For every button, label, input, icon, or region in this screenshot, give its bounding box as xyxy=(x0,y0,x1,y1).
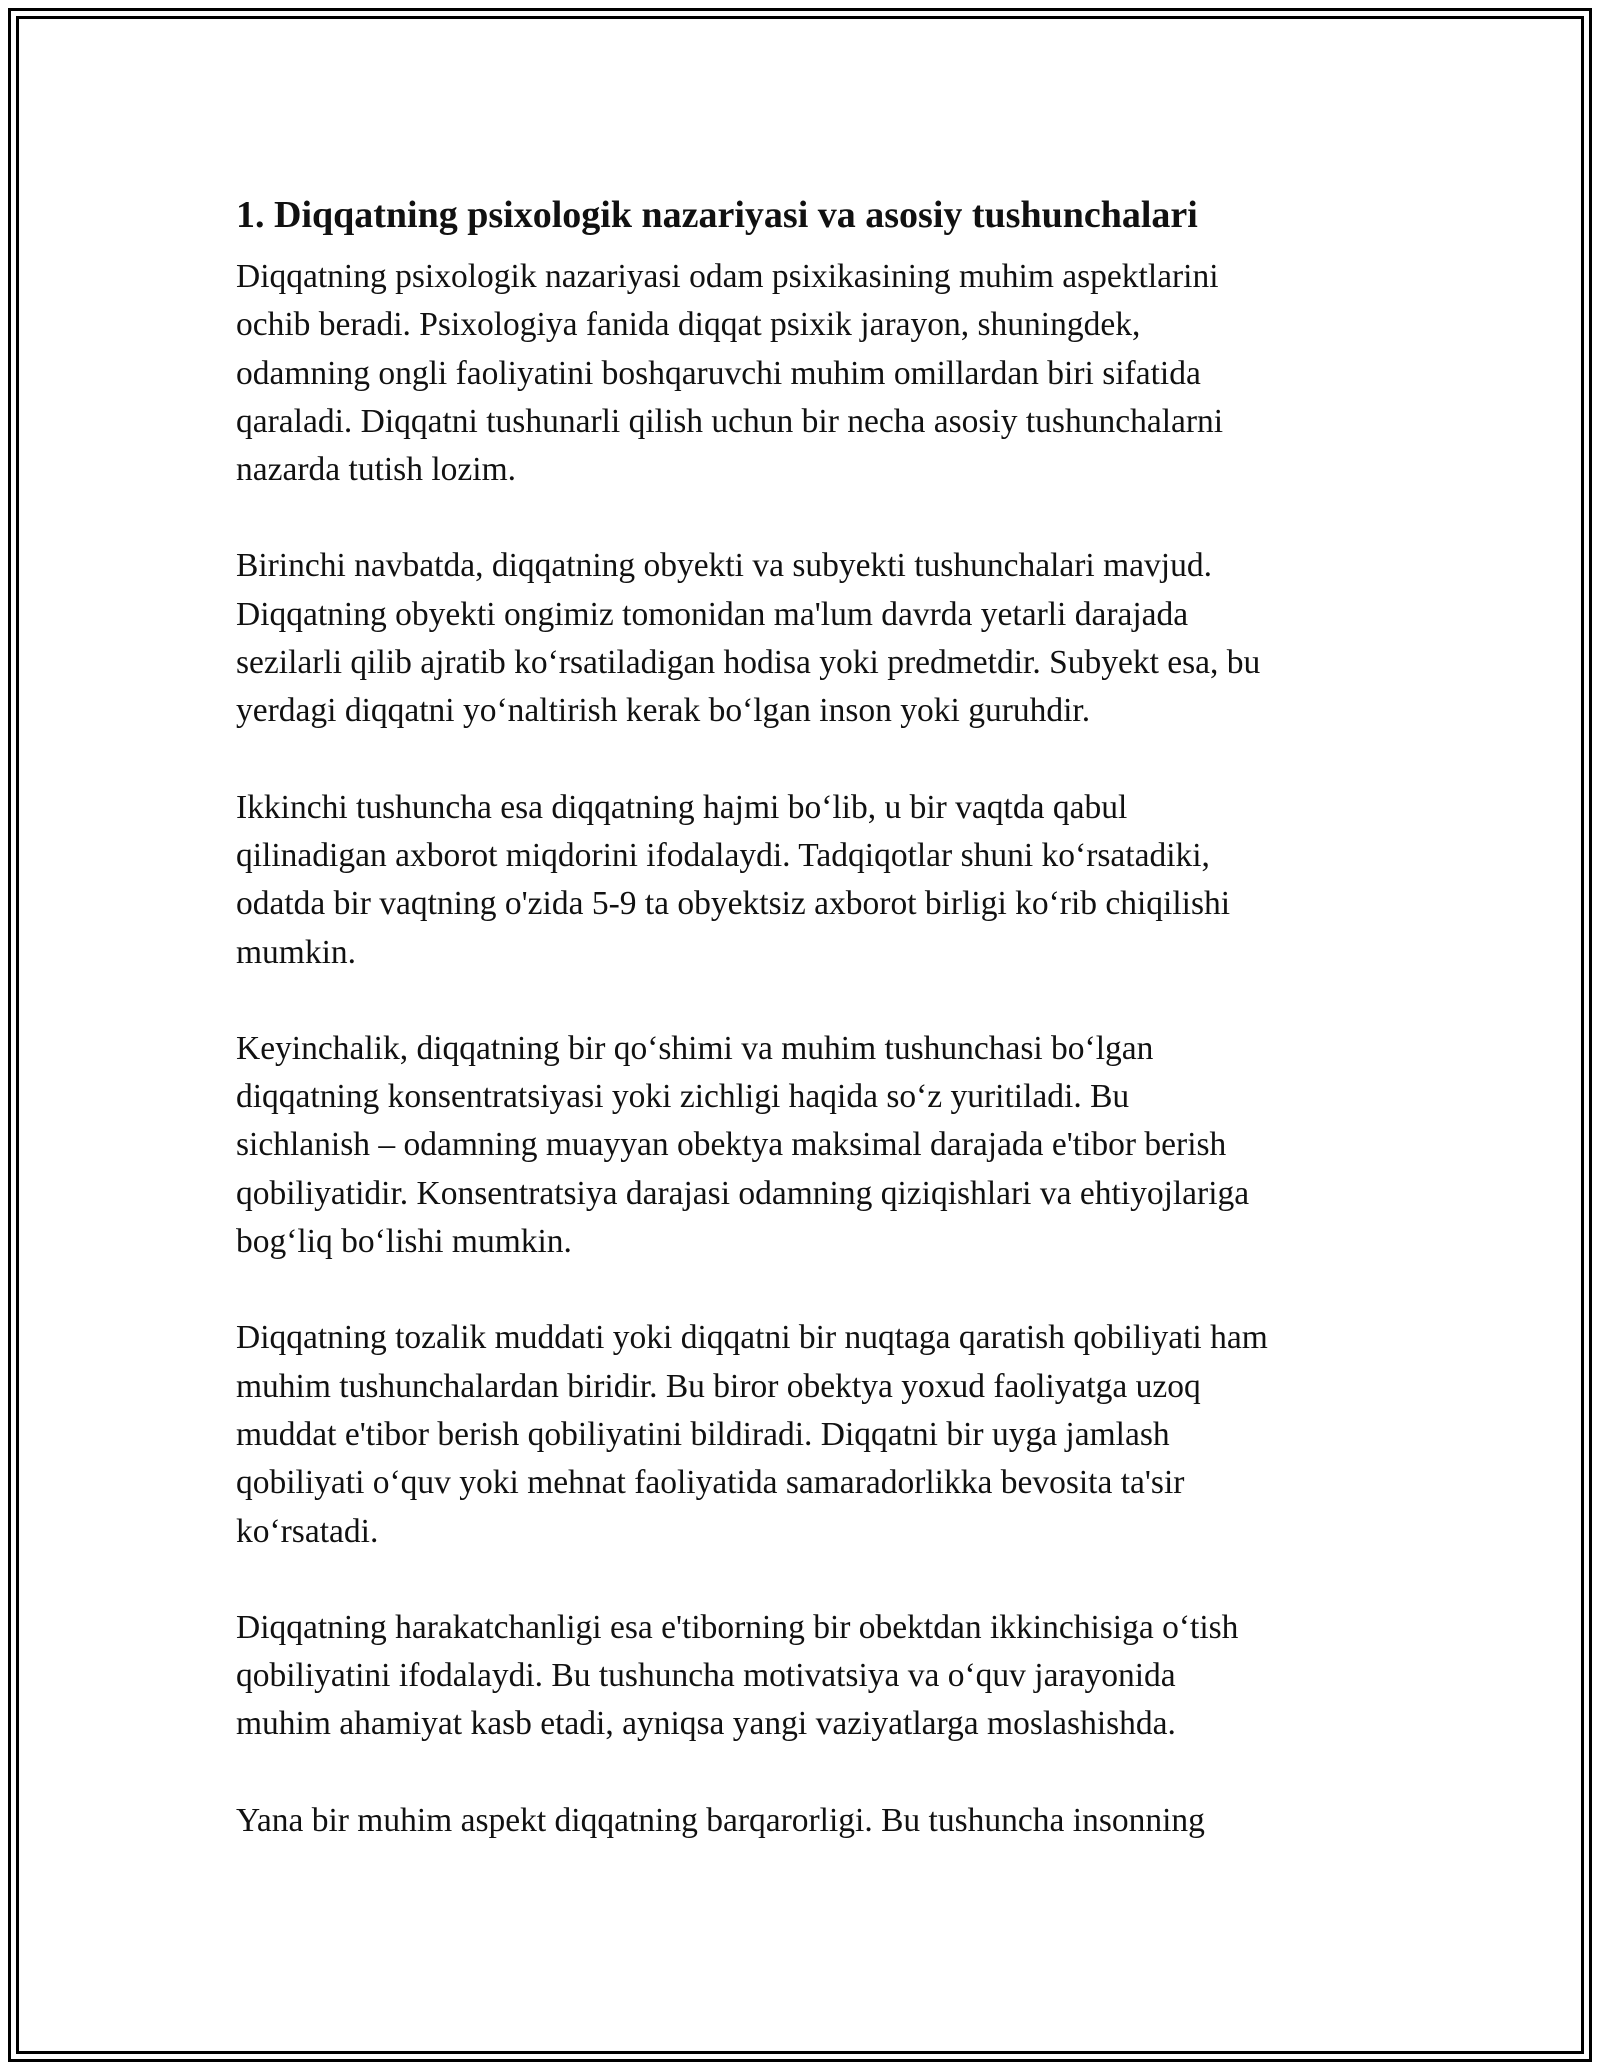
text-line: sichlanish – odamning muayyan obektya maksimal darajada e'tibor berish xyxy=(236,1126,1227,1164)
text-line: qobiliyati o‘quv yoki mehnat faoliyatida samaradorlikka bevosita ta'sir xyxy=(236,1464,1185,1502)
section-heading: 1. Diqqatning psixologik nazariyasi va asosiy tushunchalari xyxy=(236,194,1198,236)
text-line: Diqqatning psixologik nazariyasi odam psixikasining muhim aspektlarini xyxy=(236,258,1219,295)
text-line: Yana bir muhim aspekt diqqatning barqarorligi. Bu tushuncha insonning xyxy=(236,1801,1205,1839)
text-line: muddat e'tibor berish qobiliyatini bildiradi. Diqqatni bir uyga jamlash xyxy=(236,1415,1170,1453)
text-line: qobiliyatini ifodalaydi. Bu tushuncha motivatsiya va o‘quv jarayonida xyxy=(236,1657,1176,1695)
text-line: qilinadigan axborot miqdorini ifodalaydi. Tadqiqotlar shuni ko‘rsatadiki, xyxy=(236,836,1210,874)
text-line: Ikkinchi tushuncha esa diqqatning hajmi bo‘lib, u bir vaqtda qabul xyxy=(236,788,1128,826)
text-line: muhim ahamiyat kasb etadi, ayniqsa yangi vaziyatlarga moslashishda. xyxy=(236,1705,1176,1743)
paragraph-stability xyxy=(236,1797,1376,1845)
text-line: Birinchi navbatda, diqqatning obyekti va subyekti tushunchalari mavjud. xyxy=(236,547,1212,585)
paragraph-duration xyxy=(236,1314,1376,1555)
text-line: odatda bir vaqtning o'zida 5-9 ta obyektsiz axborot birligi ko‘rib chiqilishi xyxy=(236,885,1231,923)
text-line: ochib beradi. Psixologiya fanida diqqat psixik jarayon, shuningdek, xyxy=(236,306,1141,344)
text-line: ko‘rsatadi. xyxy=(236,1512,379,1550)
paragraph-intro xyxy=(236,253,1376,494)
text-line: muhim tushunchalardan biridir. Bu biror obektya yoxud faoliyatga uzoq xyxy=(236,1367,1201,1405)
text-line: bog‘liq bo‘lishi mumkin. xyxy=(236,1223,572,1261)
text-line: qobiliyatidir. Konsentratsiya darajasi odamning qiziqishlari va ehtiyojlariga xyxy=(236,1174,1250,1212)
paragraph-object-subject xyxy=(236,542,1376,735)
text-line: Diqqatning tozalik muddati yoki diqqatni bir nuqtaga qaratish qobiliyati ham xyxy=(236,1319,1268,1357)
text-line: diqqatning konsentratsiyasi yoki zichligi haqida so‘z yuritiladi. Bu xyxy=(236,1078,1130,1116)
text-line: mumkin. xyxy=(236,933,357,971)
text-line: yerdagi diqqatni yo‘naltirish kerak bo‘lgan inson yoki guruhdir. xyxy=(236,692,1091,730)
text-line: qaraladi. Diqqatni tushunarli qilish uchun bir necha asosiy tushunchalarni xyxy=(236,402,1224,440)
text-line: nazarda tutish lozim. xyxy=(236,451,517,489)
paragraph-concentration xyxy=(236,1025,1376,1266)
text-line: Keyinchalik, diqqatning bir qo‘shimi va muhim tushunchasi bo‘lgan xyxy=(236,1029,1154,1067)
paragraph-mobility xyxy=(236,1604,1376,1749)
text-line: odamning ongli faoliyatini boshqaruvchi muhim omillardan biri sifatida xyxy=(236,354,1201,392)
text-line: Diqqatning harakatchanligi esa e'tiborning bir obektdan ikkinchisiga o‘tish xyxy=(236,1608,1239,1646)
paragraph-volume xyxy=(236,784,1376,977)
text-line: sezilarli qilib ajratib ko‘rsatiladigan hodisa yoki predmetdir. Subyekt esa, bu xyxy=(236,644,1261,682)
text-line: Diqqatning obyekti ongimiz tomonidan ma'lum davrda yetarli darajada xyxy=(236,595,1189,633)
document-body xyxy=(236,187,1376,1893)
